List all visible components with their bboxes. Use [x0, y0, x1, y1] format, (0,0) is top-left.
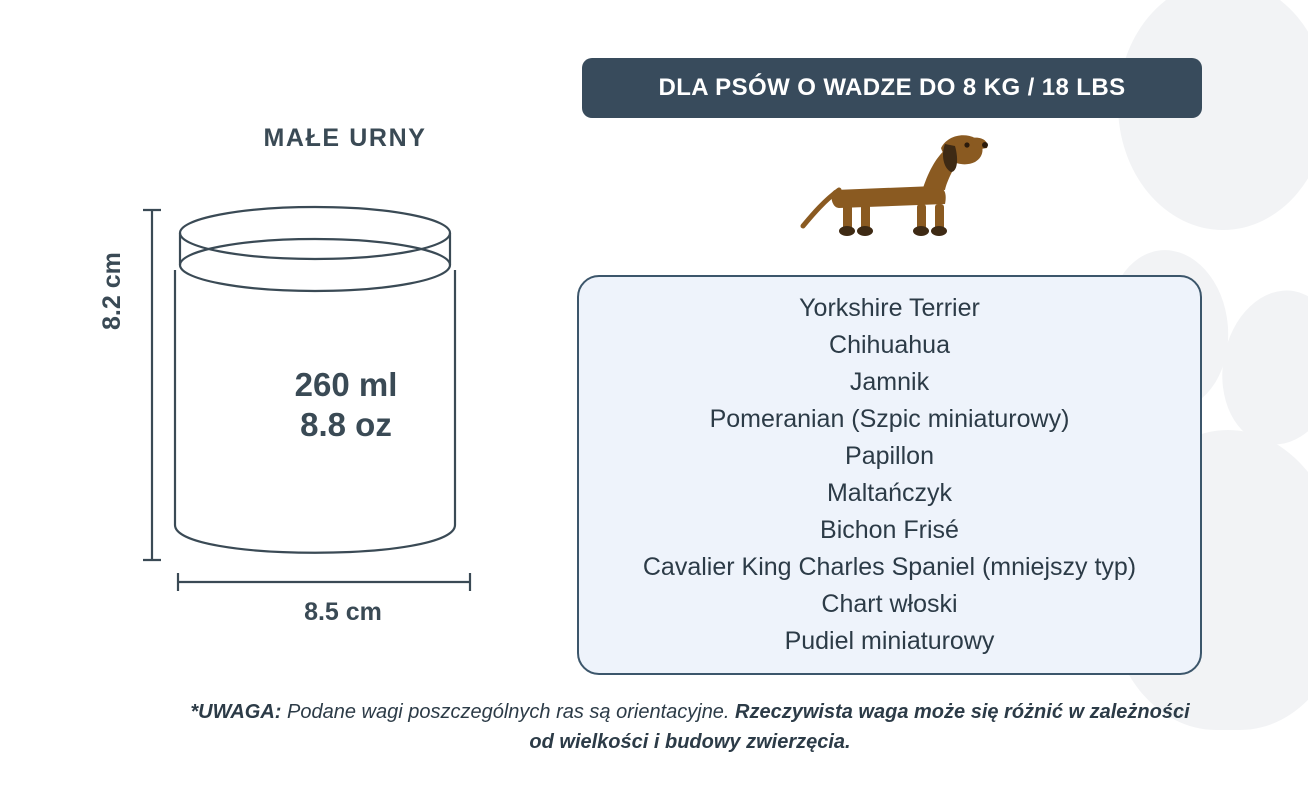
footnote-prefix: *UWAGA:	[190, 701, 282, 723]
urn-volume-oz: 8.8 oz	[300, 406, 392, 443]
urn-volume-ml: 260 ml	[294, 366, 398, 403]
dachshund-icon	[795, 128, 990, 253]
list-item: Chart włoski	[821, 590, 958, 618]
footnote-text: Podane wagi poszczególnych ras są orientacyjne.	[281, 701, 736, 723]
list-item: Cavalier King Charles Spaniel (mniejszy typ)	[642, 553, 1137, 581]
list-item: Yorkshire Terrier	[799, 294, 980, 322]
urn-volume-text	[178, 365, 514, 445]
breed-list-box	[577, 275, 1202, 675]
urn-height-dimension-label: 8.2 cm	[98, 252, 126, 330]
urn-width-dimension-label: 8.5 cm	[304, 598, 382, 626]
paw-toe-decoration-3	[1210, 281, 1308, 454]
list-item: Pudiel miniaturowy	[784, 627, 995, 655]
list-item: Chihuahua	[829, 331, 950, 359]
urn-section-title: MAŁE URNY	[263, 124, 427, 152]
list-item: Maltańczyk	[826, 479, 953, 507]
list-item: Jamnik	[849, 368, 930, 396]
footnote-bold: Rzeczywista waga może się różnić w zależności od wielkości i budowy zwierzęcia.	[529, 701, 1190, 753]
weight-banner: DLA PSÓW O WADZE DO 8 KG / 18 LBS	[582, 58, 1202, 118]
list-item: Papillon	[845, 442, 934, 470]
list-item: Pomeranian (Szpic miniaturowy)	[709, 405, 1070, 433]
list-item: Bichon Frisé	[820, 516, 959, 544]
footnote	[180, 697, 1200, 757]
